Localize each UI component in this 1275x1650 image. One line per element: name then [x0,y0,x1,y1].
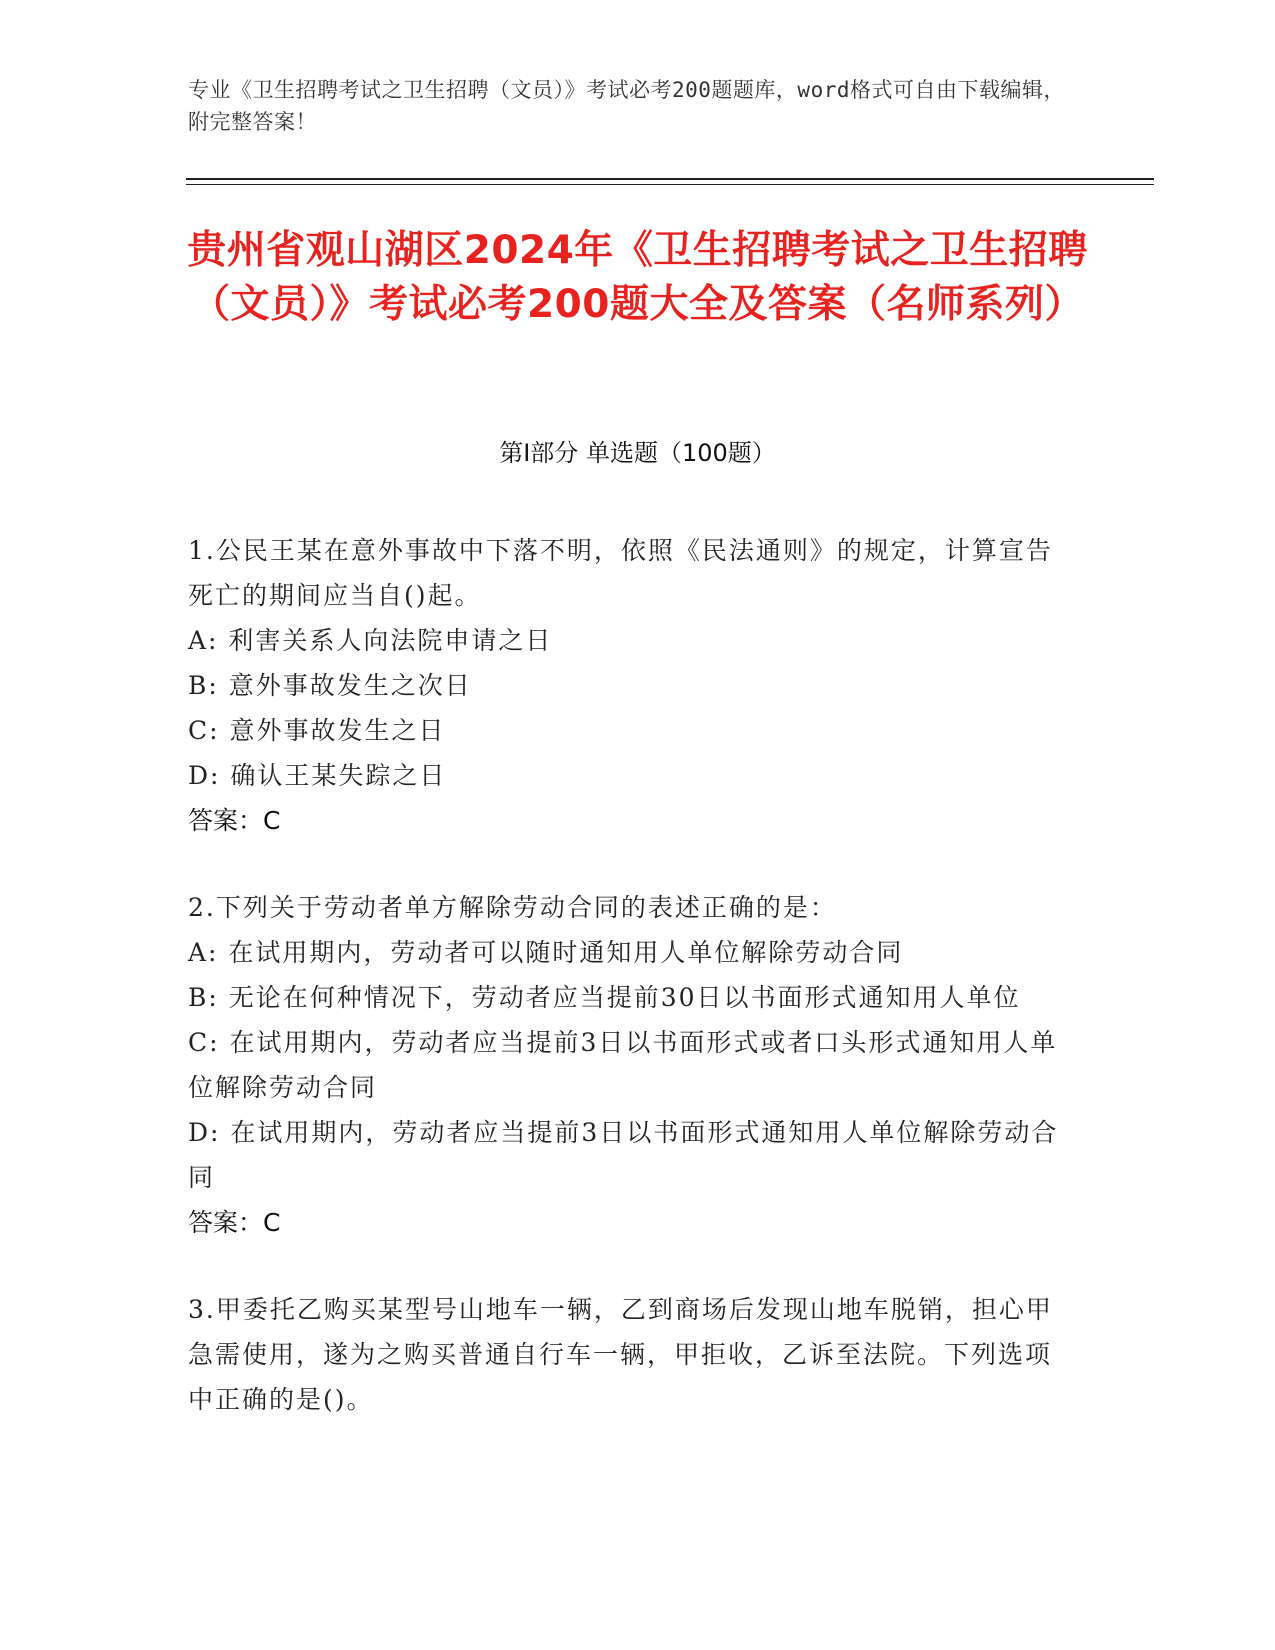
option-b: B: 无论在何种情况下，劳动者应当提前30日以书面形式通知用人单位 [188,983,1021,1012]
header-note: 专业《卫生招聘考试之卫生招聘（文员）》考试必考200题题库，word格式可自由下载编辑，附完整答案！ [188,78,1065,134]
question-stem: 1.公民王某在意外事故中下落不明，依照《民法通则》的规定，计算宣告死亡的期间应当自()起。 [188,536,1053,610]
question-3 [188,1287,1068,1422]
question-list [188,528,1068,1464]
question-stem: 2.下列关于劳动者单方解除劳动合同的表述正确的是： [188,893,837,922]
option-b: B: 意外事故发生之次日 [188,671,472,700]
option-c: C: 在试用期内，劳动者应当提前3日以书面形式或者口头形式通知用人单位解除劳动合同 [188,1028,1058,1102]
answer: 答案：C [188,806,281,835]
header-divider-thick [186,178,1154,180]
question-1 [188,528,1068,843]
question-2 [188,885,1068,1245]
question-stem: 3.甲委托乙购买某型号山地车一辆，乙到商场后发现山地车脱销，担心甲急需使用，遂为之购买普通自行车一辆，甲拒收，乙诉至法院。下列选项中正确的是()。 [188,1295,1053,1414]
document-title: 贵州省观山湖区2024年《卫生招聘考试之卫生招聘（文员）》考试必考200题大全及答案（名师系列） [187,228,1088,327]
header-divider-thin [186,184,1154,185]
option-d: D: 在试用期内，劳动者应当提前3日以书面形式通知用人单位解除劳动合同 [188,1118,1059,1192]
section-heading: 第I部分 单选题（100题） [499,439,776,467]
option-d: D: 确认王某失踪之日 [188,761,447,790]
option-a: A: 在试用期内，劳动者可以随时通知用人单位解除劳动合同 [188,938,904,967]
answer: 答案：C [188,1208,281,1237]
option-c: C: 意外事故发生之日 [188,716,446,745]
option-a: A: 利害关系人向法院申请之日 [188,626,553,655]
